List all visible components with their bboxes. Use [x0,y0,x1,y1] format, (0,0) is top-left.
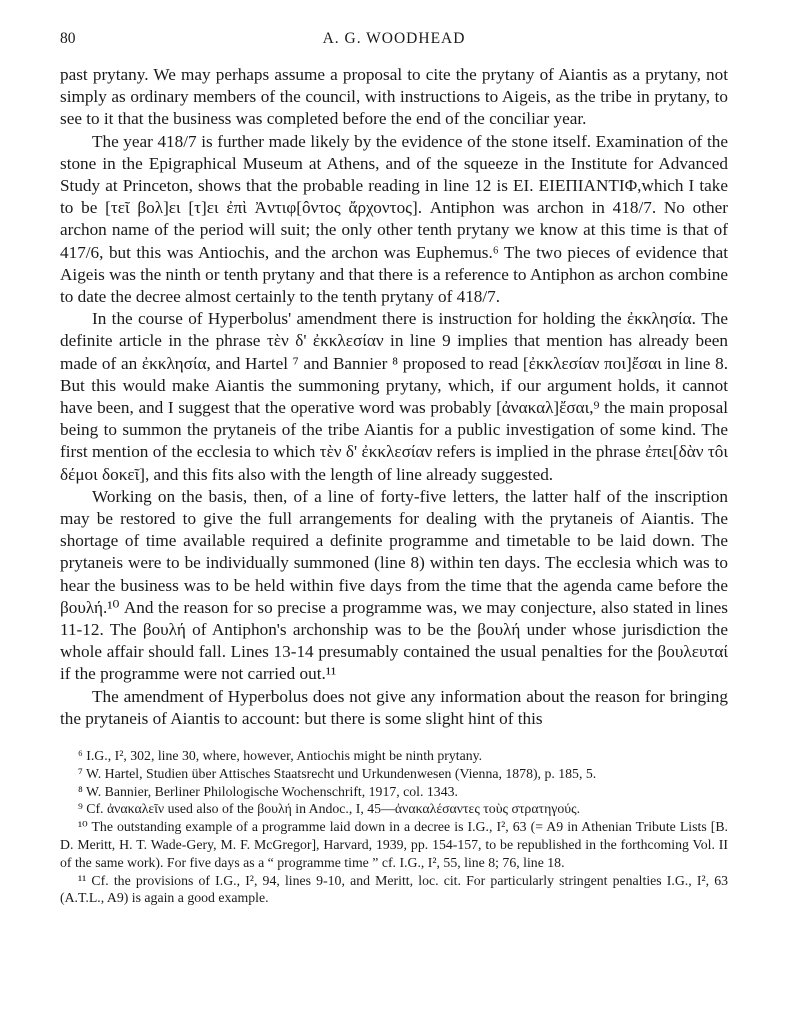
footnote: ⁷ W. Hartel, Studien über Attisches Staatsrecht und Urkundenwesen (Vienna, 1878), p. 185, 5. [78,765,597,781]
running-title: A. G. WOODHEAD [322,30,466,47]
footnote: ¹⁰ The outstanding example of a programme laid down in a decree is I.G., I², 63 (= A9 in Athenian Tribute Lists [B. D. Meritt, H. T. Wade-Gery, M. F. McGregor], Harvard, 1939, pp. 154-157, to be republished in the forthcoming Vol. II of the same work). For five days as a “ programme time ” cf. I.G., I², 55, line 8; 76, line 18. [60,819,728,870]
page [60,30,728,907]
footnote: ¹¹ Cf. the provisions of I.G., I², 94, lines 9-10, and Meritt, loc. cit. For particularly stringent penalties I.G., I², 63 (A.T.L., A9) is again a good example. [60,872,728,906]
footnote: ⁹ Cf. ἀνακαλεῖν used also of the βουλή in Andoc., I, 45—ἀνακαλέσαντες τοὺς στρατηγούς. [78,801,581,817]
footnote: ⁶ I.G., I², 302, line 30, where, however, Antiochis might be ninth prytany. [78,748,483,764]
body-text [60,64,728,730]
page-header [60,30,728,56]
paragraph: In the course of Hyperbolus' amendment there is instruction for holding the ἐκκλησία. The definite article in the phrase τὲν δ' ἐκκλεσίαν in line 9 implies that mention has already been made of an ἐκκλησία, and Hartel ⁷ and Bannier ⁸ proposed to read [ἐκκλεσίαν ποι]ἔσαι in line 8. But this would make Aiantis the summoning prytany, which, if our argument holds, it cannot have been, and I suggest that the operative word was probably [ἀνακαλ]ἔσαι,⁹ the main proposal being to summon the prytaneis of the tribe Aiantis for a public investigation of some kind. The first mention of the ecclesia to which τὲν δ' ἐκκλεσίαν refers is implied in the phrase ἐπει[δὰν τôι δέμοι δοκεῖ], and this fits also with the length of line already suggested. [60,309,728,484]
footnote: ⁸ W. Bannier, Berliner Philologische Wochenschrift, 1917, col. 1343. [78,783,458,799]
paragraph: The year 418/7 is further made likely by the evidence of the stone itself. Examination of the stone in the Epigraphical Museum at Athens, and of the squeeze in the Institute for Advanced Study at Princeton, shows that the probable reading in line 12 is ΕΙ. ΕΙΕΠΙΑΝΤΙΦ,which I take to be [τεῖ βολ]ει [τ]ει ἐπὶ Ἀντιφ[ôντος ἄρχοντος]. Antiphon was archon in 418/7. No other archon name of the period will suit; the only other tenth prytany we know at this time is that of 417/6, but this was Antiochis, and the archon was Euphemus.⁶ The two pieces of evidence that Aigeis was the ninth or tenth prytany and that there is a reference to Antiphon as archon combine to date the decree almost certainly to the tenth prytany of 418/7. [60,131,728,307]
footnotes [60,747,728,907]
paragraph: Working on the basis, then, of a line of forty-five letters, the latter half of the inscription may be restored to give the full arrangements for dealing with the prytaneis of Aiantis. The shortage of time available required a definite programme and timetable to be laid down. The prytaneis were to be individually summoned (line 8) within ten days. The ecclesia which was to hear the business was to be held within five days from the time that the agenda came before the βουλή.¹⁰ And the reason for so precise a programme was, we may conjecture, also stated in lines 11-12. The βουλή of Antiphon's archonship was to be the βουλή under whose jurisdiction the whole affair should fall. Lines 13-14 presumably contained the usual penalties for the βουλευταί if the programme were not carried out.¹¹ [60,486,728,684]
page-number: 80 [60,30,76,47]
paragraph: The amendment of Hyperbolus does not give any information about the reason for bringing the prytaneis of Aiantis to account: but there is some slight hint of this [60,686,728,728]
paragraph: past prytany. We may perhaps assume a proposal to cite the prytany of Aiantis as a prytany, not simply as ordinary members of the council, with instructions to Aigeis, as the tribe in prytany, to see to it that the business was completed before the end of the conciliar year. [60,65,728,129]
